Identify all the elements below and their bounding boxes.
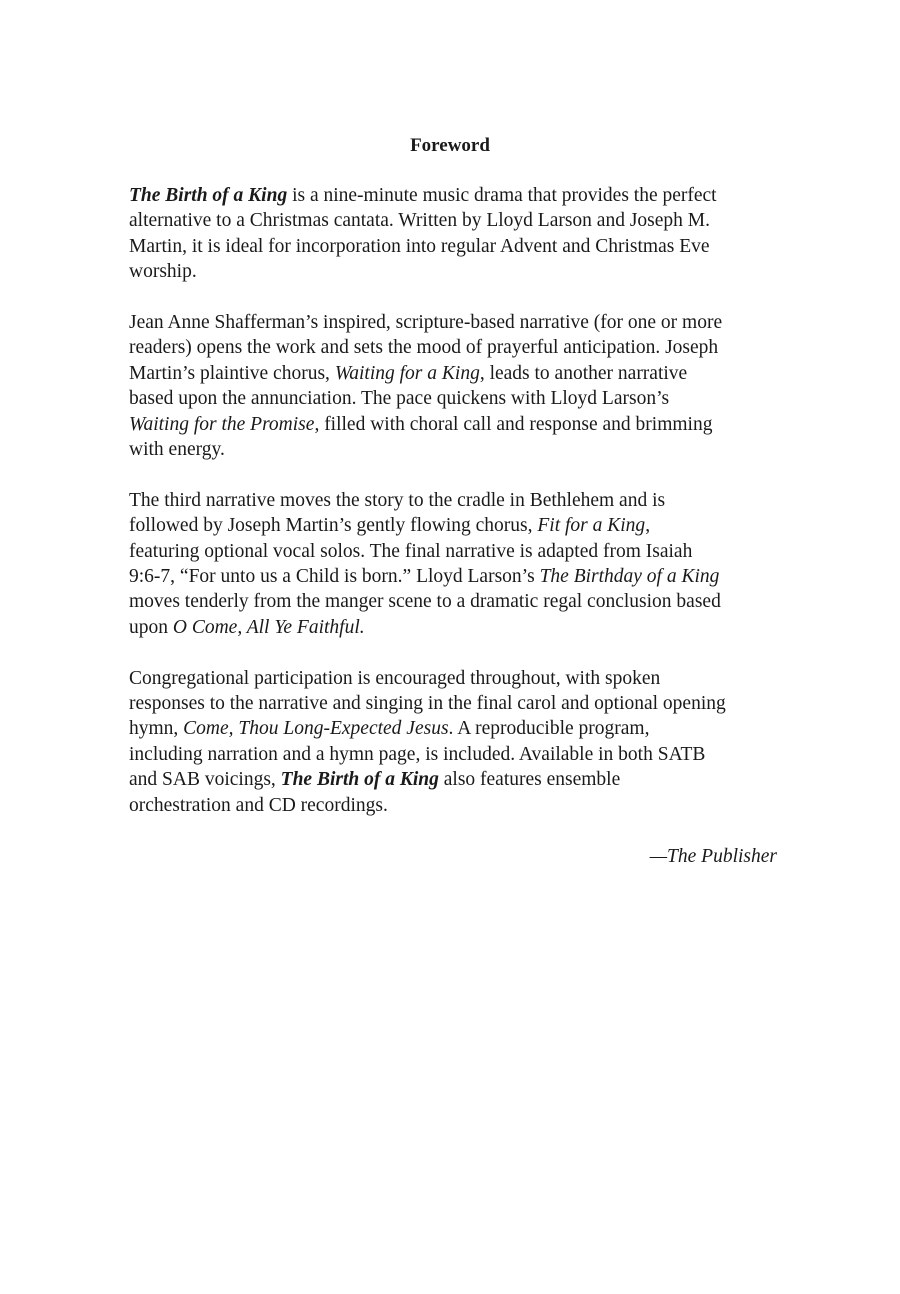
text-line xyxy=(129,335,777,360)
text-line xyxy=(129,539,777,564)
text-run: based upon the annunciation. The pace quickens with Lloyd Larson’s xyxy=(129,388,670,410)
text-line xyxy=(129,259,777,284)
emphasized-text: Waiting for the Promise xyxy=(129,413,315,435)
text-line xyxy=(129,666,777,691)
emphasized-text: The Birth of a King xyxy=(129,185,288,206)
text-run: Jean Anne Shafferman’s inspired, scripture-based narrative (for one or more xyxy=(129,312,723,334)
text-line xyxy=(129,564,777,589)
text-run: orchestration and CD recordings. xyxy=(129,794,388,816)
text-run: Martin, it is ideal for incorporation into regular Advent and Christmas Eve xyxy=(129,235,710,257)
text-line xyxy=(129,589,777,614)
text-line xyxy=(129,310,777,335)
paragraph xyxy=(129,310,777,462)
text-run: readers) opens the work and sets the mood of prayerful anticipation. Joseph xyxy=(129,337,719,359)
text-run: . A reproducible program, xyxy=(448,718,650,740)
emphasized-text: The Birthday of a King xyxy=(539,566,720,588)
page-title: Foreword xyxy=(410,135,490,156)
text-run: , xyxy=(645,515,651,537)
text-run: worship. xyxy=(129,261,197,283)
text-run: with energy. xyxy=(129,439,225,461)
text-line xyxy=(129,691,777,716)
text-line xyxy=(129,208,777,233)
paragraph xyxy=(129,183,777,285)
text-run: followed by Joseph Martin’s gently flowing chorus, xyxy=(129,515,538,537)
text-line xyxy=(129,437,777,462)
emphasized-text: O Come, All Ye Faithful. xyxy=(172,616,365,638)
text-run: The third narrative moves the story to the cradle in Bethlehem and is xyxy=(129,489,666,511)
text-run: Martin’s plaintive chorus, xyxy=(129,362,335,384)
text-run: moves tenderly from the manger scene to a dramatic regal conclusion based xyxy=(129,591,721,613)
emphasized-text: The Birth of a King xyxy=(280,769,439,791)
text-run: hymn, xyxy=(129,718,184,740)
paragraph xyxy=(129,488,777,640)
text-line xyxy=(129,793,777,818)
text-run: is a nine-minute music drama that provides the perfect xyxy=(287,185,717,206)
foreword-body xyxy=(129,183,777,869)
text-run: 9:6-7, “For unto us a Child is born.” Lloyd Larson’s xyxy=(129,566,540,588)
text-run: alternative to a Christmas cantata. Written by Lloyd Larson and Joseph M. xyxy=(129,210,711,232)
text-run: upon xyxy=(129,616,173,638)
text-run: featuring optional vocal solos. The final narrative is adapted from Isaiah xyxy=(129,540,693,562)
text-run: and SAB voicings, xyxy=(129,769,281,791)
text-line xyxy=(129,615,777,640)
text-run: Congregational participation is encouraged throughout, with spoken xyxy=(129,667,661,689)
text-line xyxy=(129,513,777,538)
emphasized-text: Fit for a King xyxy=(537,515,646,537)
signature: —The Publisher xyxy=(649,845,777,867)
paragraph xyxy=(129,666,777,818)
text-line xyxy=(129,183,777,208)
emphasized-text: Come, Thou Long-Expected Jesus xyxy=(183,718,449,740)
text-run: , leads to another narrative xyxy=(479,362,688,384)
text-run: responses to the narrative and singing in the final carol and optional opening xyxy=(129,693,726,715)
emphasized-text: Waiting for a King xyxy=(334,362,480,384)
text-run: , filled with choral call and response and brimming xyxy=(314,413,713,435)
text-line xyxy=(129,386,777,411)
text-run: including narration and a hymn page, is included. Available in both SATB xyxy=(129,743,706,765)
text-line xyxy=(129,361,777,386)
text-line xyxy=(129,742,777,767)
text-line xyxy=(129,716,777,741)
text-line xyxy=(129,234,777,259)
text-line xyxy=(129,412,777,437)
text-run: also features ensemble xyxy=(438,769,621,791)
text-line xyxy=(129,488,777,513)
text-line xyxy=(129,767,777,792)
